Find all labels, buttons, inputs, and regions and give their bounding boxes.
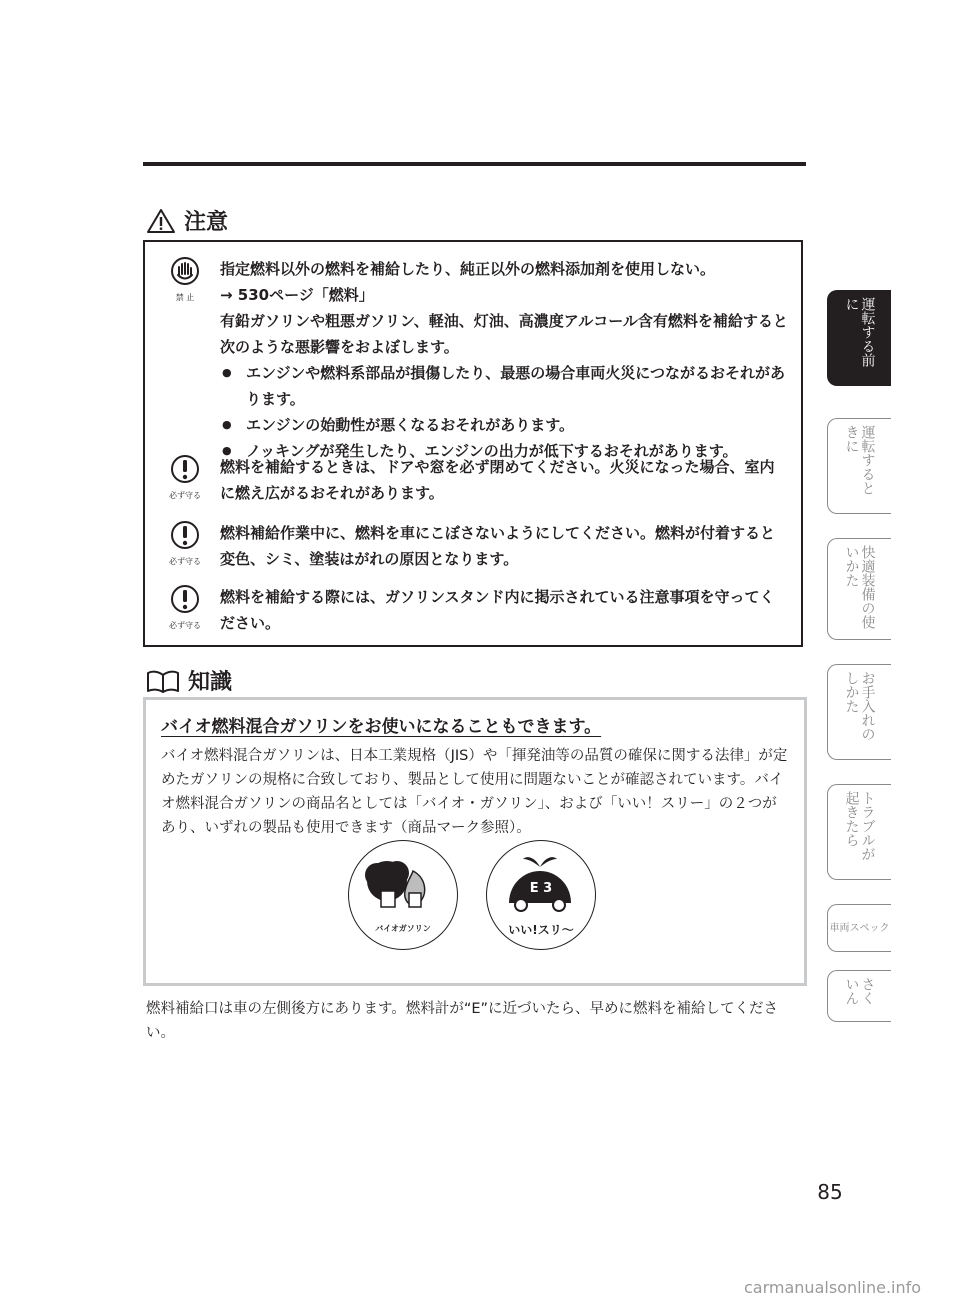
caution-bullet: ● ノッキングが発生したり、エンジンの出力が低下するおそれがあります。 (220, 438, 788, 464)
caution-item-4-text: 燃料を補給する際には、ガソリンスタンド内に掲示されている注意事項を守ってください。 (220, 588, 775, 632)
knowledge-box (143, 697, 807, 986)
caution-line: 指定燃料以外の燃料を補給したり、純正以外の燃料添加剤を使用しない。 (220, 260, 716, 278)
tab-troubleshooting[interactable]: トラブルが起きたら (827, 784, 891, 880)
caution-bullet: ● エンジンの始動性が悪くなるおそれがあります。 (220, 412, 788, 438)
mandatory-icon-wrap (165, 584, 205, 631)
mandatory-label: 必ず守る (169, 621, 201, 630)
mandatory-label: 必ず守る (169, 491, 201, 500)
e3-badge: E 3 (529, 881, 553, 896)
bio-gasoline-mascot-icon (349, 849, 456, 929)
caution-line-ref: → 530ページ「燃料」 (220, 286, 374, 304)
bio-gasoline-logo-text: バイオガソリン (375, 924, 431, 933)
mandatory-exclamation-icon (170, 584, 200, 614)
watermark: carmanualsonline.info (744, 1278, 922, 1297)
caution-bullet: ● エンジンや燃料系部品が損傷したり、最悪の場合車両火災につながるおそれがあります。 (220, 360, 788, 412)
caution-box (143, 240, 803, 647)
e3-logo-text: いい!スリ〜 (508, 923, 574, 937)
knowledge-title: バイオ燃料混合ガソリンをお使いになることもできます。 (161, 717, 602, 737)
caution-line: 有鉛ガソリンや粗悪ガソリン、軽油、灯油、高濃度アルコール含有燃料を補給すると次のような悪影響をおよぼします。 (220, 312, 788, 356)
caution-item-3-text: 燃料補給作業中に、燃料を車にこぼさないようにしてください。燃料が付着すると変色、シミ、塗装はがれの原因となります。 (220, 524, 776, 568)
prohibited-hand-icon (170, 256, 200, 286)
tab-while-driving[interactable]: 運転するときに (827, 418, 891, 514)
knowledge-text: バイオ燃料混合ガソリンは、日本工業規格（JIS）や「揮発油等の品質の確保に関する法律」が定めたガソリンの規格に合致しており、製品として使用に問題ないことが確認されています。バイオ燃料混合ガソリンの商品名としては「バイオ・ガソリン」、および「いい！スリー」の２つがあり、いずれの製品も使用できます（商品マーク参照）。 (161, 748, 788, 836)
tab-comfort-features[interactable]: 快適装備の使いかた (827, 538, 891, 640)
prohibited-icon-wrap (165, 256, 205, 303)
caution-heading (146, 205, 228, 236)
warning-triangle-icon (146, 208, 176, 234)
mandatory-icon-wrap (165, 520, 205, 567)
bio-gasoline-logo (348, 840, 458, 950)
caution-item-2-text: 燃料を補給するときは、ドアや窓を必ず閉めてください。火災になった場合、室内に燃え広がるおそれがあります。 (220, 458, 775, 502)
tab-index[interactable]: さくいん (827, 970, 891, 1022)
mandatory-icon-wrap (165, 454, 205, 501)
page-number: 85 (817, 1180, 843, 1204)
tab-specifications[interactable]: 車両スペック (827, 904, 891, 952)
mandatory-label: 必ず守る (169, 557, 201, 566)
fuel-inlet-note: 燃料補給口は車の左側後方にあります。燃料計が“E”に近づいたら、早めに燃料を補給してください。 (146, 1001, 779, 1041)
knowledge-heading-text: 知識 (188, 670, 233, 695)
caution-heading-text: 注意 (184, 210, 229, 235)
prohibited-label: 禁 止 (175, 293, 195, 302)
mandatory-exclamation-icon (170, 520, 200, 550)
e3-logo (486, 840, 596, 950)
knowledge-heading (146, 665, 232, 696)
mandatory-exclamation-icon (170, 454, 200, 484)
top-rule (143, 162, 806, 166)
tab-before-driving[interactable]: 運転する前に (827, 290, 891, 386)
caution-item-1-text (220, 256, 788, 464)
tab-maintenance[interactable]: お手入れのしかた (827, 664, 891, 760)
open-book-icon (146, 669, 180, 693)
